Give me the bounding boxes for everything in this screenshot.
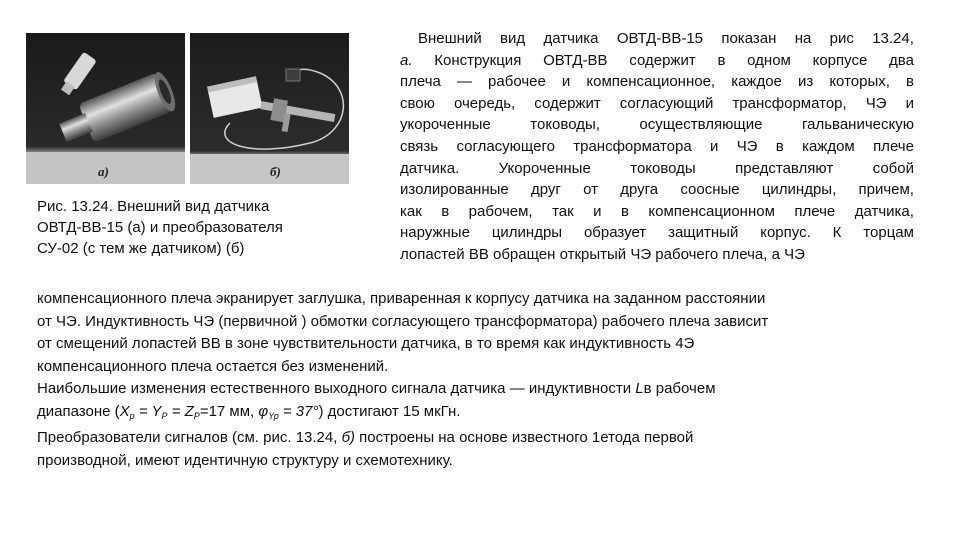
figure-photo-b [190,33,349,184]
sub-x: p [129,410,135,421]
caption-line: СУ-02 (с тем же датчиком) (б) [37,240,245,257]
text-fragment: =17 мм, [199,402,259,420]
word: наружные [400,224,470,242]
word: К [832,224,842,242]
word: два [889,51,914,69]
word: тоководы [630,159,696,177]
word: каждое [731,73,782,91]
paragraph-line [400,28,914,50]
word: содержит [629,51,696,69]
word: друг [530,181,561,199]
paragraph-line [400,158,914,180]
var-y: Y [151,402,162,420]
word: Укороченные [498,159,591,177]
word: тоководы, [530,116,600,134]
word: как [400,202,422,220]
sub-y: P [161,410,168,421]
word: датчика, [854,202,914,220]
paragraph-line [400,93,914,115]
word: и [593,202,602,220]
word: одном [747,51,791,69]
word: очередь, [453,94,516,112]
caption-line: ОВТД-ВВ-15 (а) и преобразователя [37,219,283,236]
text-fragment: ) достигают 15 мкГн. [318,402,461,420]
word: соосные [680,181,740,199]
word: собой [872,159,914,177]
text-fragment: Преобразователи сигналов (см. рис. 13.24, [37,429,342,446]
word: — [456,73,472,91]
word: компенсационном [648,202,775,220]
word: из [797,73,814,91]
figure-label-b: б) [270,164,281,179]
word: связь [400,137,439,155]
text-fragment: Наибольшие изменения естественного выходного сигнала датчика — индуктивности [37,380,636,397]
word: плеча [400,73,441,91]
word: друга [620,181,659,199]
word: ОВТД-ВВ-15 [616,30,704,47]
word: гальваническую [801,116,914,134]
inductance-symbol: L [635,380,644,397]
right-column-paragraph [400,28,914,266]
word: свою [400,94,435,112]
word: в [717,51,726,69]
figure-ref-b: б) [341,429,356,446]
text-fragment: = [134,402,152,420]
text-line: от ЧЭ. Индуктивность ЧЭ (первичной ) обмотки согласующего трансформатора) рабочего плеча зависит [37,312,769,330]
word: ОВТД-ВВ [543,51,608,69]
paragraph-line [400,179,914,201]
sub-z: P [193,410,200,421]
word: согласующий [619,94,714,112]
var-phi: φ [258,402,269,420]
text-fragment: диапазоне ( [37,402,120,420]
word: торцам [863,224,914,242]
word: рабочее [488,73,546,91]
paragraph-line [400,201,914,223]
word: представляют [735,159,834,177]
word: ЧЭ [865,94,887,112]
word: осуществляющие [639,116,763,134]
text-line [37,401,917,428]
figure-label-a: а) [98,164,109,179]
paragraph-last-line: лопастей ВВ обращен открытый ЧЭ рабочего плеча, а ЧЭ [400,245,805,263]
word: в [620,202,629,220]
bottom-paragraph [37,288,917,472]
word: которых, [829,73,890,91]
word: и [709,137,719,155]
var-x: X [119,402,130,420]
word: ЧЭ [736,137,758,155]
word: трансформатор, [732,94,847,112]
word: корпус. [760,224,811,242]
word: датчика [543,30,599,47]
sub-phi: Yp [268,410,279,421]
word: Конструкция [434,51,522,69]
figure-caption [37,196,367,259]
word: цилиндры [491,224,563,242]
figure-photo-a [26,33,185,184]
word: в [906,73,914,91]
text-line: компенсационного плеча экранирует заглушка, приваренная к корпусу датчика на заданном расстоянии [37,290,766,307]
word: 13.24, [872,30,914,47]
word: защитный [668,224,739,242]
word: согласующего [456,137,555,155]
text-line: от смещений лопастей ВВ в зоне чувствительности датчика, в то время как индуктивность 4Э [37,335,695,352]
word: показан [721,30,777,47]
word: компенсационное, [586,73,716,91]
word: датчика. [400,159,460,177]
word: в [775,137,784,155]
word: вид [500,30,526,47]
word: цилиндры, [761,181,837,199]
text-fragment: = [167,402,185,420]
sensor-photo-image [26,33,185,184]
paragraph-line [400,50,914,72]
word: плече [873,137,914,155]
var-z: Z [184,402,194,420]
word: изолированные [400,181,509,199]
text-fragment: в рабочем [643,380,716,397]
word: Внешний [418,30,482,47]
text-line: производной, имеют идентичную структуру и схемотехнику. [37,451,453,469]
text-line [37,427,917,450]
word: содержит [534,94,601,112]
word: в [441,202,450,220]
word: и [905,94,914,112]
word: от [583,181,598,199]
paragraph-line [400,222,914,244]
text-fragment: = 37° [278,402,319,420]
text-line: компенсационного плеча остается без изменений. [37,357,389,375]
paragraph-line [400,114,914,136]
word: образует [583,224,647,242]
word: трансформатора [573,137,692,155]
word: рабочем, [468,202,533,220]
word: так [552,202,574,220]
word: корпусе [812,51,868,69]
converter-photo-image [190,33,349,184]
word: на [794,30,812,47]
paragraph-line [400,136,914,158]
caption-line: Рис. 13.24. Внешний вид датчика [37,198,270,215]
word: каждом [802,137,855,155]
word: плече [794,202,836,220]
word: рис [829,30,854,47]
text-fragment: построены на основе известного 1етода первой [355,429,694,446]
word: причем, [858,181,914,199]
text-line [37,378,917,401]
word: укороченные [400,116,491,134]
paragraph-line [400,71,914,93]
word: и [561,73,571,91]
word: а. [400,51,413,69]
